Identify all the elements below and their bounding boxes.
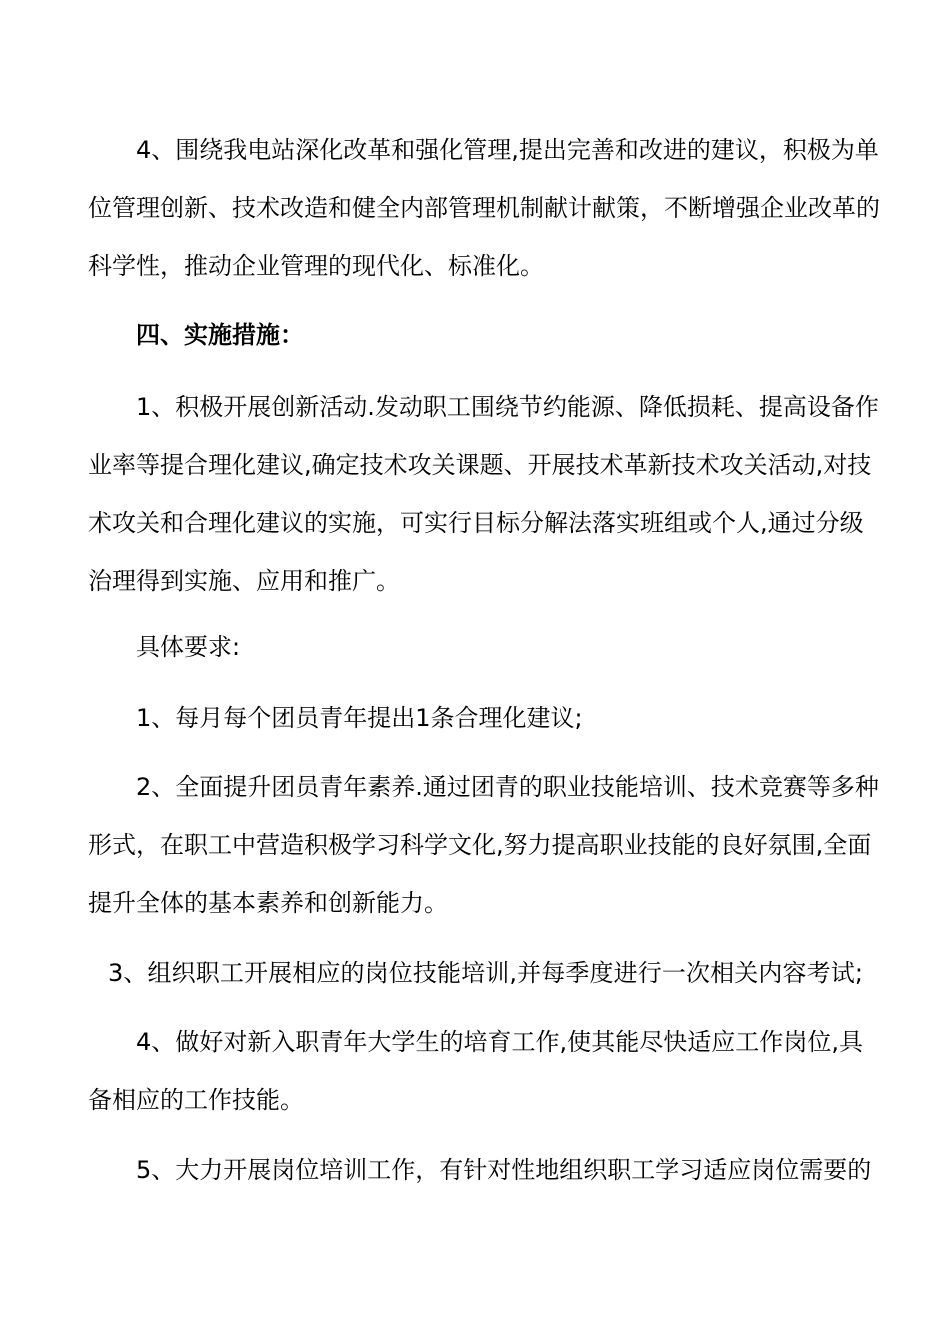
text-line: 1、每月每个团员青年提出1条合理化建议; [136, 704, 583, 732]
text-line: 5、大力开展岗位培训工作，有针对性地组织职工学习适应岗位需要的 [136, 1156, 872, 1184]
text-line: 位管理创新、技术改造和健全内部管理机制献计献策，不断增强企业改革的 [88, 194, 880, 222]
heading-text: 四、实施措施： [136, 321, 304, 349]
text-line: 4、围绕我电站深化改革和强化管理,提出完善和改进的建议，积极为单 [136, 136, 879, 164]
text-line: 治理得到实施、应用和推广。 [88, 567, 400, 595]
text-line: 3、组织职工开展相应的岗位技能培训,并每季度进行一次相关内容考试; [108, 959, 863, 987]
text-line: 形式，在职工中营造积极学习科学文化,努力提高职业技能的良好氛围,全面 [88, 831, 872, 859]
text-line: 2、全面提升团员青年素养.通过团青的职业技能培训、技术竞赛等多种 [136, 773, 879, 801]
text-line: 业率等提合理化建议,确定技术攻关课题、开展技术革新技术攻关活动,对技 [88, 451, 872, 479]
text-line: 提升全体的基本素养和创新能力。 [88, 889, 448, 917]
text-line: 备相应的工作技能。 [88, 1086, 304, 1114]
text-line: 具体要求: [136, 633, 241, 661]
text-line: 科学性，推动企业管理的现代化、标准化。 [88, 252, 544, 280]
text-line: 1、积极开展创新活动.发动职工围绕节约能源、降低损耗、提高设备作 [136, 393, 879, 421]
text-line: 4、做好对新入职青年大学生的培育工作,使其能尽快适应工作岗位,具 [136, 1028, 863, 1056]
text-line: 术攻关和合理化建议的实施，可实行目标分解法落实班组或个人,通过分级 [88, 509, 864, 537]
